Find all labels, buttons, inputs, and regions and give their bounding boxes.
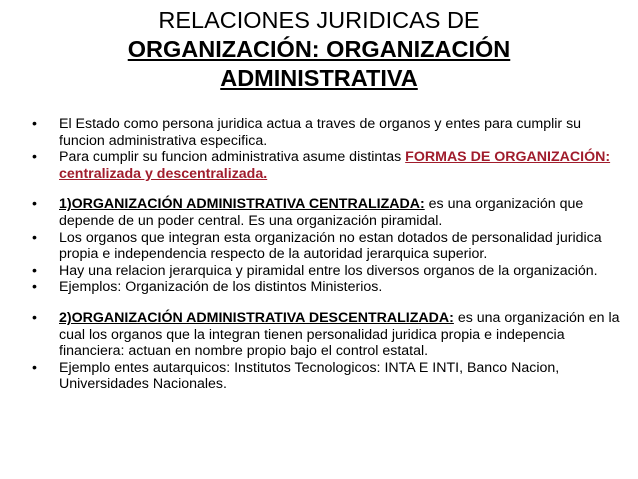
bullet-icon: • (32, 196, 37, 213)
list-item (30, 310, 626, 360)
item-text: Los organos que integran esta organización no estan dotados de personalidad juridica propia e independencia respecto de la autoridad jerarquica superior. (59, 229, 602, 263)
list-item (30, 279, 626, 296)
centralized-heading: 1)ORGANIZACIÓN ADMINISTRATIVA CENTRALIZADA: (59, 196, 425, 213)
decentralized-heading: 2)ORGANIZACIÓN ADMINISTRATIVA DESCENTRALIZADA: (59, 309, 454, 326)
list-item (30, 263, 626, 280)
list-item (30, 149, 626, 182)
title-line-1: RELACIONES JURIDICAS DE (158, 7, 480, 33)
item-text: Para cumplir su funcion administrativa asume distintas (59, 149, 406, 166)
bullet-icon: • (32, 262, 37, 279)
item-text: es una organización en la cual los organos que la integran tienen personalidad juridica propia e indepencia financiera: actuan en nombre propio bajo el control estatal. (59, 309, 620, 360)
list-item (30, 196, 626, 229)
bullet-list (30, 116, 626, 393)
bullet-icon: • (32, 309, 37, 326)
bullet-icon: • (32, 279, 37, 296)
title-line-2: ORGANIZACIÓN: ORGANIZACIÓN (127, 36, 511, 62)
item-text: Ejemplos: Organización de los distintos Ministerios. (59, 279, 383, 296)
bullet-icon: • (32, 116, 37, 132)
item-text: Ejemplo entes autarquicos: Institutos Tecnologicos: INTA E INTI, Banco Nacion, Universidades Nacionales. (59, 359, 560, 393)
bullet-icon: • (32, 149, 37, 166)
title-line-3: ADMINISTRATIVA (220, 65, 418, 91)
forms-highlight: FORMAS DE ORGANIZACIÓN: centralizada y descentralizada. (59, 149, 611, 182)
item-text: es una organización que depende de un poder central. Es una organización piramidal. (59, 196, 584, 229)
bullet-icon: • (32, 359, 37, 376)
list-item (30, 230, 626, 263)
item-text: Hay una relacion jerarquica y piramidal entre los diversos organos de la organización. (59, 262, 598, 279)
list-item (30, 360, 626, 393)
bullet-icon: • (32, 229, 37, 246)
slide-title (0, 6, 638, 93)
list-item (30, 116, 626, 149)
item-text: El Estado como persona juridica actua a traves de organos y entes para cumplir su funcion administrativa especifica. (59, 116, 582, 149)
